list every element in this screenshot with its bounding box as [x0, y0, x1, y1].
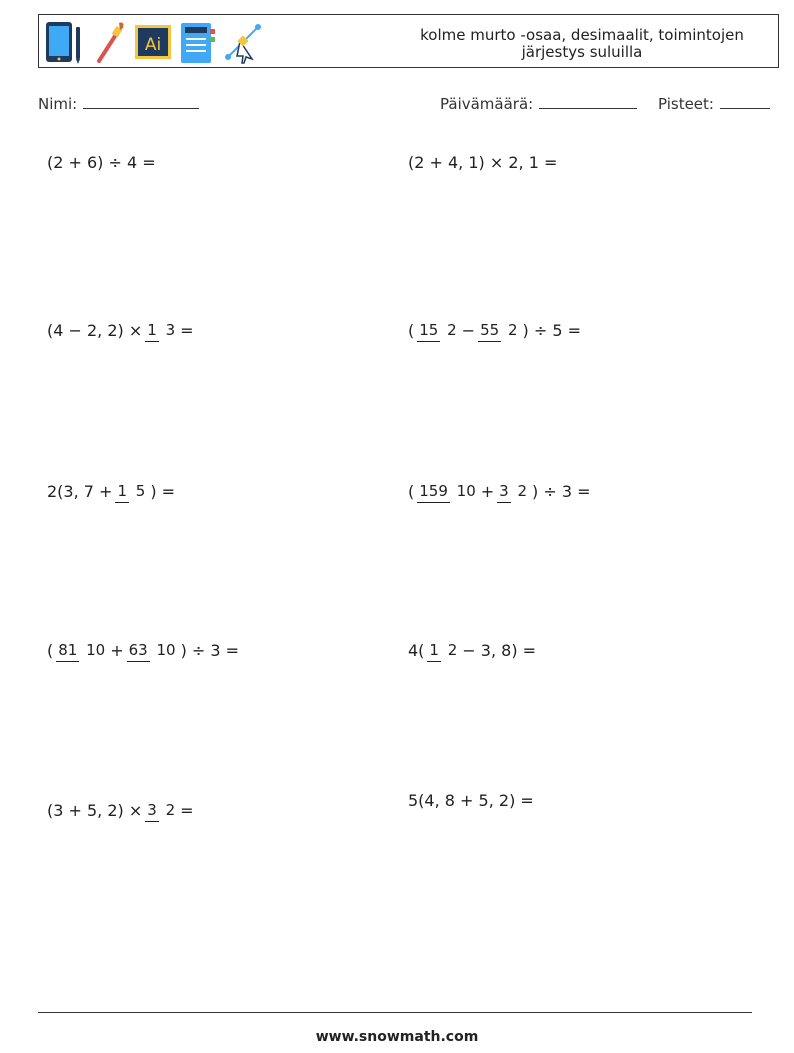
denominator: 2 [507, 320, 518, 339]
denominator: 2 [165, 800, 176, 819]
operator: + [480, 481, 495, 501]
expression-part: ) ÷ 3 = [180, 640, 240, 660]
problem-4 [408, 306, 581, 354]
problem-8 [408, 626, 536, 674]
fraction [497, 480, 529, 503]
denominator: 10 [456, 481, 476, 500]
name-label: Nimi: [38, 95, 78, 113]
paintbrush-icon [89, 19, 131, 65]
fraction [427, 639, 459, 662]
expression: (2 + 4, 1) × 2, 1 = [408, 152, 558, 172]
expression-part: = [180, 800, 194, 820]
numerator: 81 [56, 641, 79, 662]
expression-part: (4 − 2, 2) × [47, 320, 143, 340]
numerator: 63 [127, 641, 150, 662]
denominator: 2 [517, 481, 528, 500]
expression-part: (3 + 5, 2) × [47, 800, 143, 820]
illustrator-icon [132, 19, 174, 65]
expression-part: ( [408, 320, 415, 340]
operator: − [461, 320, 476, 340]
footer-url[interactable]: www.snowmath.com [315, 1029, 479, 1045]
score-field [658, 95, 770, 113]
operator: + [110, 640, 124, 660]
problem-5 [47, 467, 175, 515]
date-line[interactable] [539, 95, 637, 109]
expression-part: 2(3, 7 + [47, 481, 113, 501]
numerator: 1 [427, 641, 441, 662]
vector-pen-icon [222, 19, 264, 65]
expression-part: = [180, 320, 194, 340]
problem-3 [47, 306, 194, 354]
name-line[interactable] [83, 95, 199, 109]
svg-text:Ai: Ai [144, 35, 162, 55]
expression-part: 4( [408, 640, 425, 660]
fraction [127, 639, 178, 662]
numerator: 3 [497, 482, 511, 503]
expression-part: ( [408, 481, 415, 501]
problem-6 [408, 467, 591, 515]
fraction [417, 319, 458, 342]
name-field [38, 95, 199, 113]
date-field [440, 95, 637, 113]
numerator: 159 [417, 482, 450, 503]
numerator: 1 [145, 321, 159, 342]
problem-9 [47, 786, 194, 834]
expression: (2 + 6) ÷ 4 = [47, 152, 156, 172]
numerator: 55 [478, 321, 501, 342]
notebook-icon [177, 19, 219, 65]
fraction [145, 319, 177, 342]
expression-part: ) = [150, 481, 176, 501]
fraction [115, 480, 147, 503]
denominator: 2 [447, 640, 458, 659]
title-line-2: järjestys suluilla [521, 43, 643, 61]
numerator: 3 [145, 801, 159, 822]
fraction [145, 799, 177, 822]
date-label: Päivämäärä: [440, 95, 534, 113]
score-label: Pisteet: [658, 95, 714, 113]
expression: 5(4, 8 + 5, 2) = [408, 790, 534, 810]
problem-7 [47, 626, 239, 674]
fraction [56, 639, 107, 662]
denominator: 10 [86, 640, 106, 659]
denominator: 2 [447, 320, 457, 339]
score-line[interactable] [720, 95, 770, 109]
denominator: 10 [156, 640, 176, 659]
header-box [38, 14, 779, 68]
expression-part: ) ÷ 5 = [522, 320, 581, 340]
fraction [417, 480, 478, 503]
tablet-icon [43, 19, 85, 65]
worksheet-title [402, 27, 762, 61]
title-line-1: kolme murto -osaa, desimaalit, toimintojen [420, 26, 744, 44]
problem-1 [47, 138, 156, 186]
numerator: 1 [115, 482, 129, 503]
numerator: 15 [417, 321, 440, 342]
expression-part: − 3, 8) = [462, 640, 537, 660]
denominator: 5 [135, 481, 146, 500]
problem-2 [408, 138, 557, 186]
problem-10 [408, 776, 534, 824]
expression-part: ) ÷ 3 = [532, 481, 591, 501]
fraction [478, 319, 519, 342]
footer-divider [38, 1012, 752, 1013]
denominator: 3 [165, 320, 176, 339]
expression-part: ( [47, 640, 54, 660]
